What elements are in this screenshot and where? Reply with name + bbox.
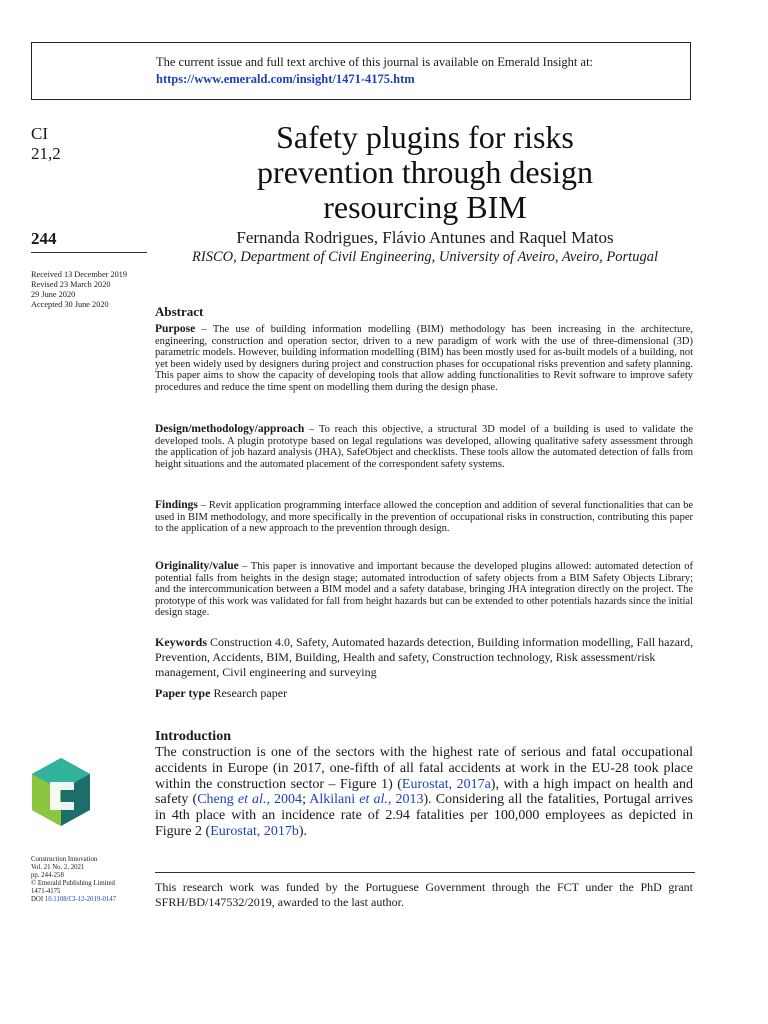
purpose-label: Purpose	[155, 323, 196, 335]
abstract-purpose	[155, 324, 693, 394]
pub-pages: pp. 244-258	[31, 872, 64, 879]
archive-notice-box	[31, 42, 691, 100]
intro-text-1: The construction is one of the sectors with the highest rate of serious and fatal occupational accidents in Europe (in 2017, one-fifth of all fatal accidents at work in the EU-28 took place within the construction sector – Figure 1) (	[155, 745, 693, 792]
keywords	[155, 635, 695, 680]
volume-issue: 21,2	[31, 144, 61, 163]
article-history	[31, 270, 127, 310]
page-number-rule	[31, 252, 147, 253]
authors: Fernanda Rodrigues, Flávio Antunes and Raquel Matos	[236, 228, 614, 247]
history-received: Received 13 December 2019	[31, 270, 128, 279]
paper-type-label: Paper type	[155, 686, 211, 700]
originality-label: Originality/value	[155, 560, 239, 572]
article-title	[160, 120, 690, 225]
page-number: 244	[31, 229, 57, 248]
intro-text-4: ). Considering all the fatalities, Portugal arrives in 4th place with an incidence rate of 2.94 fatalities per 100,000 employees as depicted in Figure 2 (	[155, 792, 693, 839]
footnote-rule	[155, 872, 695, 873]
abstract-design	[155, 424, 693, 470]
title-line-1: Safety plugins for risks	[276, 119, 574, 155]
intro-text-5: ).	[298, 823, 308, 839]
abstract-findings	[155, 500, 693, 535]
citation-cheng-2004[interactable]	[197, 792, 302, 807]
affiliation: RISCO, Department of Civil Engineering, University of Aveiro, Aveiro, Portugal	[192, 249, 658, 265]
archive-notice-text: The current issue and full text archive of this journal is available on Emerald Insight at:	[156, 55, 594, 69]
pub-doi-link[interactable]: 10.1108/CI-12-2019-0147	[44, 896, 117, 903]
history-accepted: Accepted 30 June 2020	[31, 300, 109, 309]
intro-text-3: ;	[302, 792, 310, 808]
originality-text: – This paper is innovative and important because the developed plugins allowed: automated detection of potential falls from heights in the design stage; automated introduction of safety objects from a BIM Safety Objects Library; and the intercommunication between a BIM model and a safety database, bringing JHA integration directly on the project. The prototype of this work was validated for fall from height hazards but can be extended to other potentials hazards since the initial design stage.	[155, 561, 693, 619]
introduction-text	[155, 745, 693, 840]
keywords-label: Keywords	[155, 635, 207, 649]
pub-journal-name: Construction Innovation	[31, 856, 98, 863]
history-revised-2: 29 June 2020	[31, 290, 76, 299]
journal-url-link[interactable]: https://www.emerald.com/insight/1471-4175.htm	[156, 72, 415, 86]
citation-alkilani-etal: et al.	[359, 792, 388, 808]
design-label: Design/methodology/approach	[155, 423, 305, 435]
keywords-text: Construction 4.0, Safety, Automated hazards detection, Building information modelling, Fall hazard, Prevention, Accidents, BIM, Building, Health and safety, Construction technology, Risk assessment/risk management, Civil engineering and surveying	[155, 635, 694, 679]
paper-type-value: Research paper	[213, 686, 288, 700]
pub-doi-label: DOI	[31, 896, 44, 903]
intro-text-2: ), with a high impact on health and safety (	[155, 776, 693, 808]
pub-issn: 1471-4175	[31, 888, 61, 895]
title-line-2: prevention through design	[257, 154, 593, 190]
publication-info	[31, 856, 116, 904]
findings-label: Findings	[155, 499, 198, 511]
citation-cheng-year: , 2004	[266, 792, 303, 808]
history-revised: Revised 23 March 2020	[31, 280, 111, 289]
funding-footnote: This research work was funded by the Portuguese Government through the FCT under the PhD grant SFRH/BD/147532/2019, awarded to the last author.	[155, 880, 693, 909]
purpose-text: – The use of building information modelling (BIM) methodology has been increasing in the architecture, engineering, construction and operation sector, driven to a new paradigm of work with the use of three-dimensional (3D) parametric models. However, building information modelling (BIM) has been mostly used for as-built models of a building, not yet been widely used by designers during project and construction phases for occupational risks prevention and safety planning. This paper aims to show the capacity of developing tools that allow adding functionalities to Revit software to improve safety procedures and reduce the time spent on modelling them during the design phase.	[155, 324, 694, 393]
citation-cheng-author: Cheng	[197, 792, 238, 808]
abstract-originality	[155, 561, 693, 619]
paper-type	[155, 686, 287, 701]
pub-doi-line	[31, 896, 116, 904]
journal-logo	[30, 756, 92, 828]
title-line-3: resourcing BIM	[323, 189, 527, 225]
citation-alkilani-2013[interactable]	[309, 792, 423, 807]
citation-eurostat-2017b[interactable]: Eurostat, 2017b	[210, 823, 299, 839]
journal-code	[31, 124, 61, 164]
introduction-heading: Introduction	[155, 729, 231, 744]
pub-volume: Vol. 21 No. 2, 2021	[31, 864, 85, 871]
citation-cheng-etal: et al.	[237, 792, 267, 808]
citation-alkilani-year: , 2013	[387, 792, 424, 808]
design-text: – To reach this objective, a structural 3D model of a building is used to validate the developed tools. A plugin prototype based on legal regulations was developed, allowing qualitative safety assessment through the application of job hazard analysis (JHA), SafeObject and checklists. These tools allow the automated detection of falls from height situations and the automated placement of the correspondent safety systems.	[155, 424, 694, 470]
citation-alkilani-author: Alkilani	[309, 792, 360, 808]
pub-copyright: © Emerald Publishing Limited	[31, 880, 115, 887]
findings-text: – Revit application programming interface allowed the conception and addition of several functionalities that can be used in BIM methodology, and more specifically in the prevention of occupational risks in construction, contributing this paper to the application of a new approach to the prevention through design.	[155, 500, 694, 535]
citation-eurostat-2017a[interactable]: Eurostat, 2017a	[401, 776, 491, 792]
abstract-heading: Abstract	[155, 304, 204, 319]
journal-abbrev: CI	[31, 124, 48, 143]
